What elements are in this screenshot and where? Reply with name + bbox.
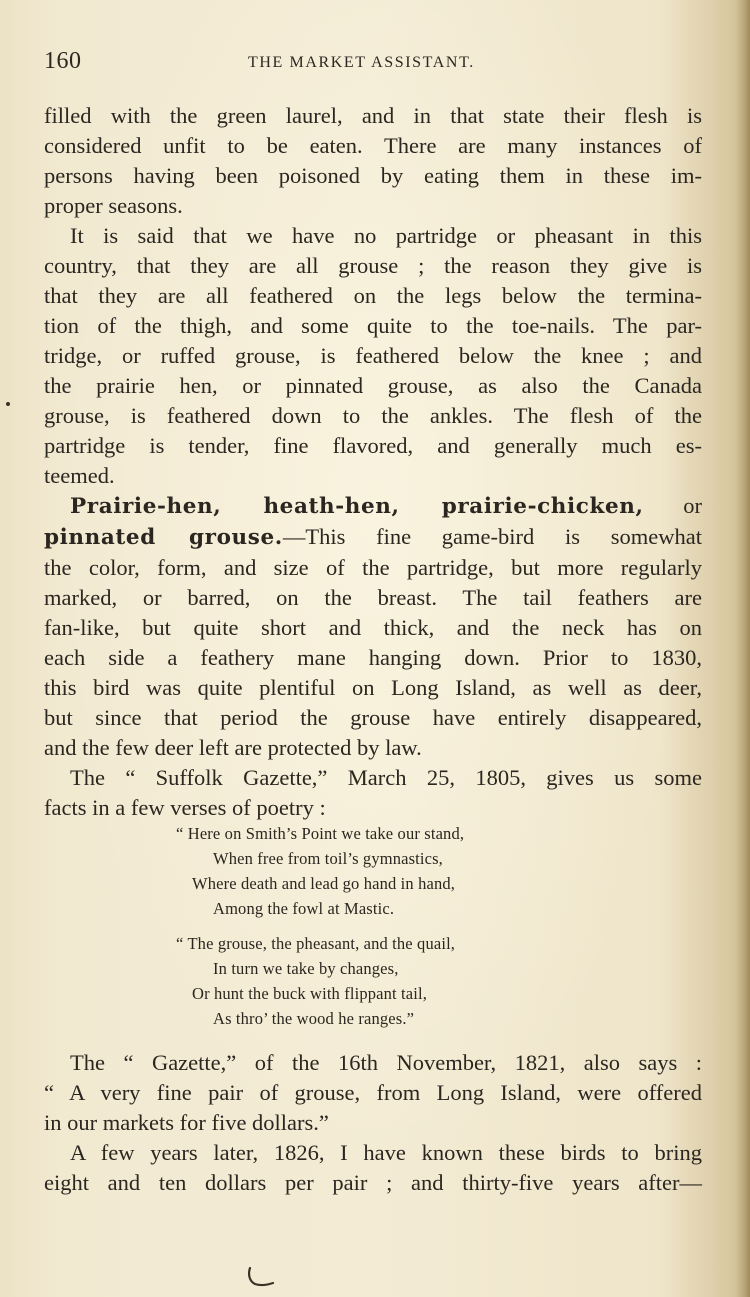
text-line: tion of the thigh, and some quite to the toe-nails. The par- (44, 313, 702, 338)
page-header (0, 48, 750, 78)
margin-ink-dot (6, 402, 10, 406)
text-line: marked, or barred, on the breast. The tail feathers are (44, 585, 702, 610)
poem-line: “ The grouse, the pheasant, and the quail, (176, 934, 456, 953)
text-line (44, 522, 702, 553)
text-run: or (683, 493, 702, 518)
text-line: The “ Suffolk Gazette,” March 25, 1805, gives us some (70, 765, 702, 790)
page-number: 160 (44, 48, 82, 74)
text-line: filled with the green laurel, and in that state their flesh is (44, 103, 702, 128)
text-line: persons having been poisoned by eating them in these im- (44, 163, 702, 188)
text-line: facts in a few verses of poetry : (44, 795, 326, 820)
text-line: the prairie hen, or pinnated grouse, as also the Canada (44, 373, 702, 398)
text-line: the color, form, and size of the partridge, but more regularly (44, 555, 702, 580)
text-line: The “ Gazette,” of the 16th November, 1821, also says : (70, 1050, 702, 1075)
running-head: THE MARKET ASSISTANT. (248, 54, 475, 71)
body-text-lower (44, 1048, 702, 1198)
paragraph-1 (44, 101, 702, 221)
page-edge-shadow (736, 0, 750, 1297)
poem-line: As thro’ the wood he ranges.” (213, 1009, 415, 1028)
paragraph-3 (44, 491, 702, 763)
poem-line: Where death and lead go hand in hand, (192, 874, 456, 893)
text-line: in our markets for five dollars.” (44, 1110, 329, 1135)
paragraph-2 (44, 221, 702, 491)
text-line: eight and ten dollars per pair ; and thirty-five years after— (44, 1170, 702, 1195)
poem-line: Or hunt the buck with flippant tail, (192, 984, 427, 1003)
text-line: country, that they are all grouse ; the reason they give is (44, 253, 702, 278)
text-line: but since that period the grouse have entirely disappeared, (44, 705, 702, 730)
paragraph-4 (44, 763, 702, 823)
poem-line: Among the fowl at Mastic. (213, 899, 395, 918)
text-line: A few years later, 1826, I have known these birds to bring (70, 1140, 702, 1165)
bold-term: pinnated grouse. (44, 525, 283, 550)
text-line: grouse, is feathered down to the ankles. The flesh of the (44, 403, 702, 428)
paragraph-6 (44, 1138, 702, 1198)
text-line: each side a feathery mane hanging down. Prior to 1830, (44, 645, 702, 670)
text-line: considered unfit to be eaten. There are many instances of (44, 133, 702, 158)
text-line: and the few deer left are protected by law. (44, 735, 422, 760)
text-line: fan-like, but quite short and thick, and the neck has on (44, 615, 702, 640)
poem-line: In turn we take by changes, (213, 959, 399, 978)
text-line: teemed. (44, 463, 115, 488)
ink-flourish-mark (245, 1266, 277, 1288)
body-text (44, 101, 702, 823)
poem-line: “ Here on Smith’s Point we take our stand, (176, 824, 465, 843)
text-line (44, 491, 702, 522)
poem-line: When free from toil’s gymnastics, (213, 849, 443, 868)
text-line: partridge is tender, fine flavored, and generally much es- (44, 433, 702, 458)
text-line: that they are all feathered on the legs below the termina- (44, 283, 702, 308)
text-line: tridge, or ruffed grouse, is feathered below the knee ; and (44, 343, 702, 368)
text-line: proper seasons. (44, 193, 183, 218)
bold-term: Prairie-hen, heath-hen, prairie-chicken, (70, 494, 644, 519)
text-run: —This fine game-bird is somewhat (282, 524, 702, 549)
paragraph-5 (44, 1048, 702, 1138)
text-line: “ A very fine pair of grouse, from Long Island, were offered (44, 1080, 702, 1105)
text-line: this bird was quite plentiful on Long Island, as well as deer, (44, 675, 702, 700)
text-line: It is said that we have no partridge or pheasant in this (70, 223, 702, 248)
